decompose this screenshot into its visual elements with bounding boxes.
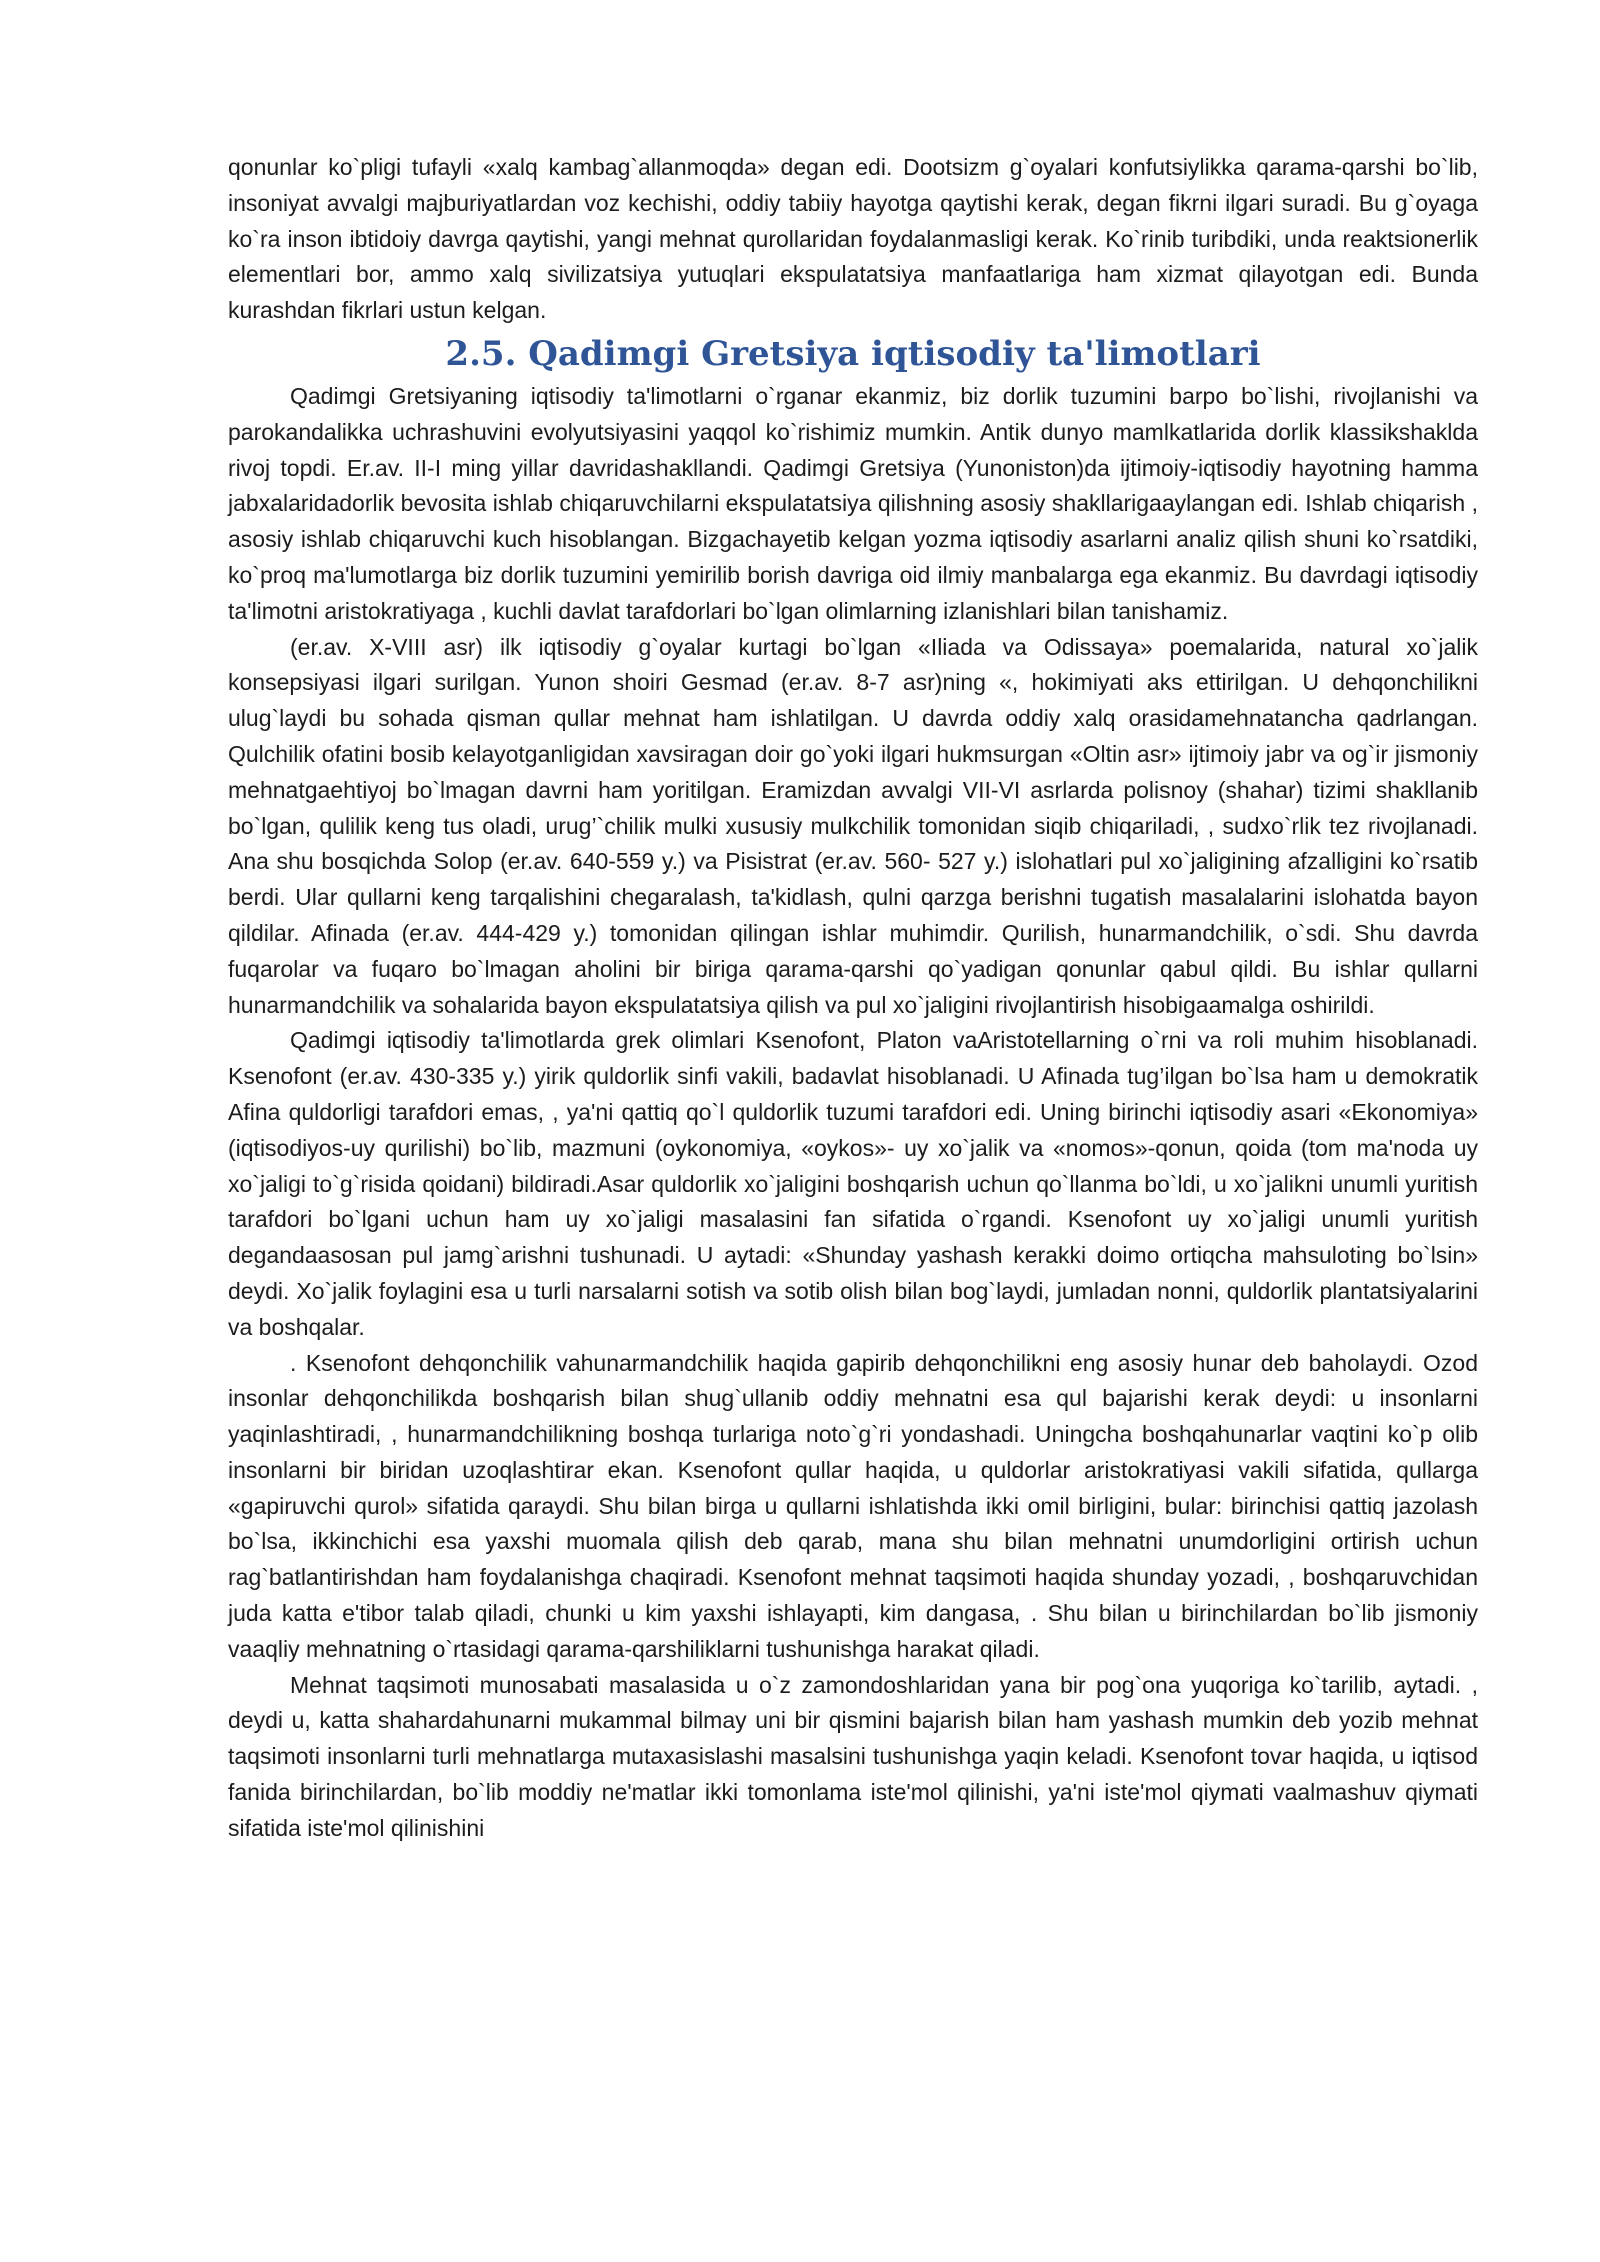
paragraph-gretsiya-intro: Qadimgi Gretsiyaning iqtisodiy ta'limotlarni o`rganar ekanmiz, biz dorlik tuzumini barpo bo`lishi, rivojlanishi va parokandalikka uchrashuvini evolyutsiyasini yaqqol ko`rishimiz mumkin. Antik dunyo mamlkatlarida dorlik klassikshaklda rivoj topdi. Er.av. II-I ming yillar davridashakllandi. Qadimgi Gretsiya (Yunoniston)da ijtimoiy-iqtisodiy hayotning hamma jabxalaridadorlik bevosita ishlab chiqaruvchilarni ekspulatatsiya qilishning asosiy shakllarigaaylangan edi. Ishlab chiqarish , asosiy ishlab chiqaruvchi kuch hisoblangan. Bizgachayetib kelgan yozma iqtisodiy asarlarni analiz qilish shuni ko`rsatdiki, ko`proq ma'lumotlarga biz dorlik tuzumini yemirilib borish davriga oid ilmiy manbalarga ega ekanmiz. Bu davrdagi iqtisodiy ta'limotni aristokratiyaga , kuchli davlat tarafdorlari bo`lgan olimlarning izlanishlari bilan tanishamiz. — [228, 382, 1478, 624]
paragraph-ksenofont: Qadimgi iqtisodiy ta'limotlarda grek olimlari Ksenofont, Platon vaAristotellarning o`rni va roli muhim hisoblanadi. Ksenofont (er.av. 430-335 y.) yirik quldorlik sinfi vakili, badavlat hisoblanadi. U Afinada tug’ilgan bo`lsa ham u demokratik Afina quldorligi tarafdori emas, , ya'ni qattiq qo`l quldorlik tuzumi tarafdori edi. Uning birinchi iqtisodiy asari «Ekonomiya» (iqtisodiyos-uy qurilishi) bo`lib, mazmuni (oykonomiya, «oykos»- uy xo`jalik va «nomos»-qonun, qoida (tom ma'noda uy xo`jaligi to`g`risida qoidani) bildiradi.Asar quldorlik xo`jaligini boshqarish uchun qo`llanma bo`ldi, u xo`jalikni unumli yuritish tarafdori bo`lgani uchun ham uy xo`jaligi masalasini fan sifatida o`rgandi. Ksenofont uy xo`jaligi unumli yuritish degandaasosan pul jamg`arishni tushunadi. U aytadi: «Shunday yashash kerakki doimo ortiqcha mahsuloting bo`lsin» deydi. Xo`jalik foylagini esa u turli narsalarni sotish va sotib olish bilan bog`laydi, jumladan nonni, quldorlik plantatsiyalarini va boshqalar. — [228, 1027, 1478, 1340]
section-title: 2.5. Qadimgi Gretsiya iqtisodiy ta'limotlari — [445, 333, 1261, 374]
intro-paragraph: qonunlar ko`pligi tufayli «xalq kambag`allanmoqda» degan edi. Dootsizm g`oyalari konfutsiylikka qarama-qarshi bo`lib, insoniyat avvalgi majburiyatlardan voz kechishi, oddiy tabiiy hayotga qaytishi kerak, degan fikrni ilgari suradi. Bu g`oyaga ko`ra inson ibtidoiy davrga qaytishi, yangi mehnat qurollaridan foydalanmasligi kerak. Ko`rinib turibdiki, unda reaktsionerlik elementlari bor, ammo xalq sivilizatsiya yutuqlari ekspulatatsiya manfaatlariga ham xizmat qilayotgan edi. Bunda kurashdan fikrlari ustun kelgan. — [228, 154, 1478, 324]
paragraph-early-ideas: (er.av. X-VIII asr) ilk iqtisodiy g`oyalar kurtagi bo`lgan «Iliada va Odissaya» poemalarida, natural xo`jalik konsepsiyasi ilgari surilgan. Yunon shoiri Gesmad (er.av. 8-7 asr)ning «, hokimiyati aks ettirilgan. U dehqonchilikni ulug`laydi bu sohada qisman qullar mehnat ham ishlatilgan. U davrda oddiy xalq orasidamehnatancha qadrlangan. Qulchilik ofatini bosib kelayotganligidan xavsiragan doir go`yoki ilgari hukmsurgan «Oltin asr» ijtimoiy jabr va og`ir jismoniy mehnatgaehtiyoj bo`lmagan davrni ham yoritilgan. Eramizdan avvalgi VII-VI asrlarda polisnoy (shahar) tizimi shakllanib bo`lgan, qulilik keng tus oladi, urug’`chilik mulki xususiy mulkchilik tomonidan siqib chiqariladi, , sudxo`rlik tez rivojlanadi. Ana shu bosqichda Solop (er.av. 640-559 y.) va Pisistrat (er.av. 560- 527 y.) islohatlari pul xo`jaligining afzalligini ko`rsatib berdi. Ular qullarni keng tarqalishini chegaralash, ta'kidlash, qulni qarzga berishni tugatish masalalarini islohatda bayon qildilar. Afinada (er.av. 444-429 y.) tomonidan qilingan ishlar muhimdir. Qurilish, hunarmandchilik, o`sdi. Shu davrda fuqarolar va fuqaro bo`lmagan aholini bir biriga qarama-qarshi qo`yadigan qonunlar qabul qildi. Bu ishlar qullarni hunarmandchilik va sohalarida bayon ekspulatatsiya qilish va pul xo`jaligini rivojlantirish hisobigaamalga oshirildi. — [228, 633, 1478, 1018]
paragraph-agriculture: . Ksenofont dehqonchilik vahunarmandchilik haqida gapirib dehqonchilikni eng asosiy hunar deb baholaydi. Ozod insonlar dehqonchilikda boshqarish bilan shug`ullanib oddiy mehnatni esa qul bajarishi kerak deydi: u insonlarni yaqinlashtiradi, , hunarmandchilikning boshqa turlariga noto`g`ri yondashadi. Uningcha boshqahunarlar vaqtini ko`p olib insonlarni bir biridan uzoqlashtirar ekan. Ksenofont qullar haqida, u quldorlar aristokratiyasi vakili sifatida, qullarga «gapiruvchi qurol» sifatida qaraydi. Shu bilan birga u qullarni ishlatishda ikki omil birligini, bular: birinchisi qattiq jazolash bo`lsa, ikkinchichi esa yaxshi muomala qilish deb qarab, mana shu bilan mehnatni unumdorligini ortirish uchun rag`batlantirishdan ham foydalanishga chaqiradi. Ksenofont mehnat taqsimoti haqida shunday yozadi, , boshqaruvchidan juda katta e'tibor talab qiladi, chunki u kim yaxshi ishlayapti, kim dangasa, . Shu bilan u birinchilardan bo`lib jismoniy vaaqliy mehnatning o`rtasidagi qarama-qarshiliklarni tushunishga harakat qiladi. — [228, 1349, 1478, 1662]
paragraph-division-of-labor: Mehnat taqsimoti munosabati masalasida u o`z zamondoshlaridan yana bir pog`ona yuqoriga ko`tarilib, aytadi. , deydi u, katta shahardahunarni mukammal bilmay uni bir qismini bajarish bilan ham yashash mumkin deb yozib mehnat taqsimoti insonlarni turli mehnatlarga mutaxasislashi masalsini tushunishga yaqin keladi. Ksenofont tovar haqida, u iqtisod fanida birinchilardan, bo`lib moddiy ne'matlar ikki tomonlama iste'mol qilinishi, ya'ni iste'mol qiymati vaalmashuv qiymati sifatida iste'mol qilinishini — [228, 1671, 1478, 1841]
